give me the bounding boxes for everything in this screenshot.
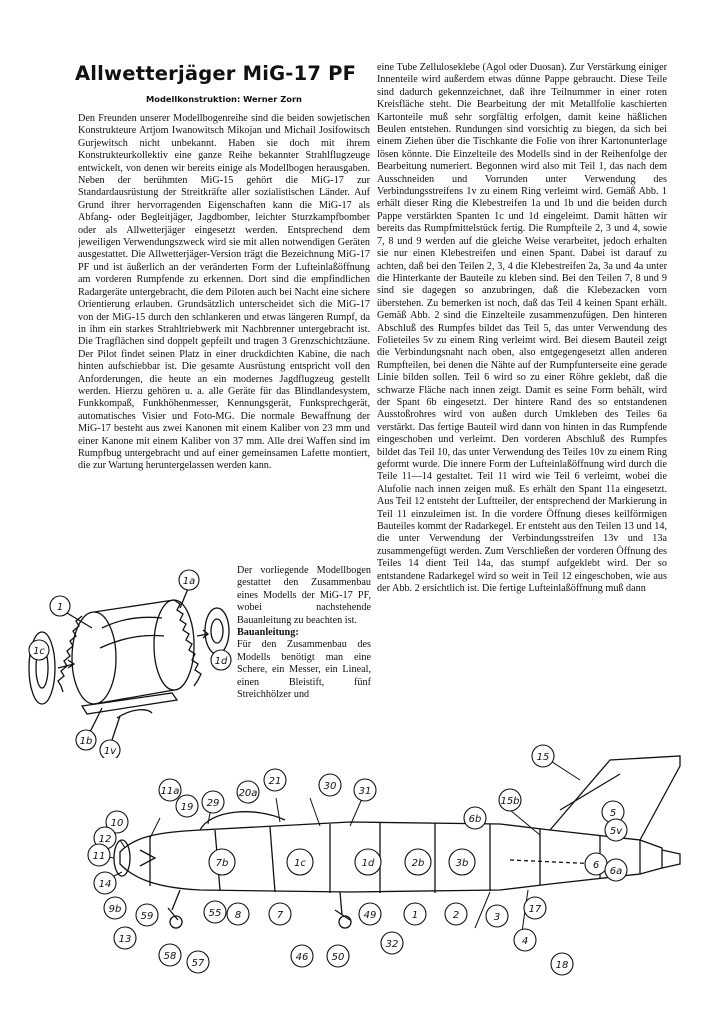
figure2-label: 58 xyxy=(163,951,177,962)
figure2-label: 1 xyxy=(411,910,419,921)
figure2-label: 11a xyxy=(160,786,180,797)
figure2-label: 10 xyxy=(110,818,124,829)
figure2-label: 12 xyxy=(98,834,112,845)
text-column-narrow xyxy=(237,565,371,760)
figure2-label: 50 xyxy=(331,952,345,963)
figure2-label: 46 xyxy=(295,952,309,963)
figure1-label: 1a xyxy=(182,576,196,587)
figure2-label: 57 xyxy=(191,958,205,969)
figure2-label: 8 xyxy=(234,910,242,921)
article-title: Allwetterjäger MiG-17 PF xyxy=(75,62,357,85)
figure2-label: 4 xyxy=(521,936,529,947)
assembly-instructions: eine Tube Zelluloseklebe (Agol oder Duosan). Zur Verstärkung einiger Innenteile wird außerdem etwas dünne Pappe gebraucht. Diese Teile sind dadurch gekennzeichnet, daß ihre Teilnummer in einer roten Kreisfläche steht. Die Bearbeitung der mit Metallfolie kaschierten Kartonteile muß sehr sorgfältig erfolgen, damit keine häßlichen Beulen entstehen. Rundungen sind vorsichtig zu biegen, da sich bei einem Ziehen über die Tischkante die Folie von ihrer Kartonunterlage lösen könnte. Die Einzelteile des Modells sind in der Reihenfolge der Bearbeitung numeriert. Begonnen wird also mit Teil 1, das nach dem Ausschneiden und Vorrunden unter Verwendung des Verbindungsstreifens 1v zu einem Ring verleimt wird. Gemäß Abb. 1 erhält dieser Ring die Klebestreifen 1a und 1b und die beiden durch Pappe verstärkten Spanten 1c und 1d eingeleimt. Damit hätten wir bereits das Rumpfmittelstück fertig. Die Rumpfteile 2, 3 und 4, sowie 7, 8 und 9 werden auf die gleiche Weise verarbeitet, jedoch erhalten sie nur einen Klebestreifen und einen Spant. Dabei ist darauf zu achten, daß bei den Teilen 2, 3, 4 die Klebestreifen 2a, 3a und 4a unter die Hinterkante der Bauteile zu kleben sind. Bei den Teilen 7, 8 und 9 sind sie dagegen so anzubringen, daß die Klebezacken vorn überstehen. Zu bemerken ist noch, daß das Teil 4 keinen Spant erhält. Gemäß Abb. 2 sind die Einzelteile zusammenzufügen. Den hinteren Abschluß des Rumpfes bildet das Teil 5, das unter Verwendung des Folieteiles 5v zu einem Ring verleimt wird. Bei diesem Bauteil zeigt die Verbindungsnaht nach oben, also entgegengesetzt allen anderen Rumpfteilen, bei denen die Nähte auf der Rumpfunterseite eine gerade Linie bilden sollen. Teil 6 wird so zu einer Röhre geklebt, daß die schwarze Fläche nach innen zeigt. Damit es seine Form behält, wird der Spant 6b eingesetzt. Der hintere Rand des so entstandenen Ausstoßrohres wird von außen durch Umkleben des Teiles 6a verstärkt. Das fertige Bauteil wird dann von hinten in das Rumpfende eingeschoben und verleimt. Den vorderen Abschluß des Rumpfes bildet das Teil 10, das unter Verwendung des Teiles 10v zu einem Ring geformt wurde. Die innere Form der Lufteinlaßöffnung wird durch die Teile 11—14 gestaltet. Teil 11 wird wie Teil 6 verleimt, wobei die Alufolie nach innen zeigen muß. Es erhält den Spant 11a eingesetzt. Aus Teil 12 entsteht der Luftteiler, der entsprechend der Markierung in Teil 11 einzuleimen ist. In die vordere Öffnung dieses keilförmigen Bauteiles kommt der Radarkegel. Er entsteht aus den Teilen 13 und 14, die unter Verwendung der Verbindungsstreifen 13v und 13a zusammengefügt werden. Zum Verschließen der vorderen Öffnung des Teiles 14 dient Teil 14a, das stumpf aufgeklebt wird. Der so entstandene Radarkegel wird so weit in Teil 12 eingeschoben, wie aus der Abb. 2 ersichtlich ist. Die fertige Lufteinlaßöffnung muß dann xyxy=(377,62,667,595)
figure1-label: 1c xyxy=(33,646,45,657)
figure2-label: 2 xyxy=(452,910,460,921)
figure2-label: 31 xyxy=(358,786,372,797)
figure2-label: 6a xyxy=(609,866,623,877)
figure2-label: 7b xyxy=(215,858,229,869)
figure2-label: 19 xyxy=(180,802,194,813)
figure1-label: 1v xyxy=(103,746,117,757)
figure2-label: 49 xyxy=(363,910,377,921)
figure-fuselage-ring xyxy=(22,568,242,758)
figure2-label: 30 xyxy=(323,781,337,792)
figure2-label: 3 xyxy=(493,912,501,923)
text-column-left xyxy=(78,113,370,568)
intro-text: Den Freunden unserer Modellbogenreihe sind die beiden sowjetischen Konstrukteure Artjom Iwanowitsch Mikojan und Michail Josifowitsch Gurjewitsch nicht unbekannt. Haben sie doch mit ihrem Konstrukteurkollektiv eine ganze Reihe bekannter Strahlflugzeuge entwickelt, von denen wir bereits einige als Modellbogen herausgaben. Neben der berühmten MiG-15 gehört die MiG-17 zur Standardausrüstung der Streitkräfte aller sozialistischen Länder. Auf Grund ihrer hervorragenden Eigenschaften kann die MiG-17 als Abfang- oder Begleitjäger, Jagdbomber, leichter Sturzkampfbomber oder als Allwetterjäger eingesetzt werden. Entsprechend dem jeweiligen Verwendungszweck wird sie mit allen notwendigen Geräten ausgestattet. Die Allwetterjäger-Version trägt die Bezeichnung MiG-17 PF und ist äußerlich an der veränderten Form der Lufteinlaßöffnung am vorderen Rumpfende zu erkennen. Dort sind die empfindlichen Radargeräte untergebracht, die dem Piloten auch bei Nacht eine sichere Orientierung erlauben. Grundsätzlich unterscheidet sich die MiG-17 von der MiG-15 durch den schlankeren und etwas längeren Rumpf, da in ihm ein starkes Strahltriebwerk mit Nachbrenner untergebracht ist. Die Tragflächen sind doppelt gepfeilt und tragen 3 Grenzschichtzäune. Der Pilot findet seinen Platz in einer druckdichten Kabine, die nach hinten aufschiebbar ist. Die gesamte Ausrüstung entspricht voll den Anforderungen, die heute an ein modernes Jagdflugzeug gestellt werden. Hierzu gehören u. a. alle Geräte für das Blindlandesystem, Funkkompaß, Funkhöhenmesser, Kennungsgerät, Funksprechgerät, automatisches Visier und Foto-MG. Die normale Bewaffnung der MiG-17 besteht aus zwei Kanonen mit einem Kaliber von 23 mm und einer Kanone mit einem Kaliber von 37 mm. Alle drei Waffen sind im Rumpfbug untergebracht und auf einer gemeinsamen Lafette montiert, die zur Wartung heruntergelassen werden kann. xyxy=(78,113,370,472)
article-subtitle: Modellkonstruktion: Werner Zorn xyxy=(146,94,302,104)
figure2-label: 7 xyxy=(276,910,284,921)
figure2-label: 11 xyxy=(92,851,106,862)
figure2-label: 21 xyxy=(268,776,282,787)
figure2-label: 13 xyxy=(118,934,132,945)
figure2-label: 2b xyxy=(411,858,425,869)
figure1-label: 1b xyxy=(79,736,93,747)
figure2-label: 9b xyxy=(108,904,122,915)
figure2-label: 14 xyxy=(98,879,112,890)
figure2-label: 29 xyxy=(206,798,220,809)
figure2-label: 18 xyxy=(555,960,569,971)
figure2-label: 17 xyxy=(528,904,542,915)
figure2-label: 20a xyxy=(238,788,258,799)
figure2-label: 15 xyxy=(536,752,550,763)
figure2-label: 5 xyxy=(609,808,617,819)
figure2-label: 59 xyxy=(140,911,154,922)
assembly-intro: Der vorliegende Modellbogen gestattet den Zusammenbau eines Modells der MiG-17 PF, wobei nachstehende Bauanleitung zu beachten ist. xyxy=(237,565,371,626)
assembly-tools: Für den Zusammenbau des Modells benötigt man eine Schere, ein Messer, ein Lineal, einen Bleistift, fünf Streichhölzer und xyxy=(237,639,371,701)
figure2-label: 3b xyxy=(455,858,469,869)
figure2-label: 15b xyxy=(500,796,520,807)
figure2-label: 6b xyxy=(468,814,482,825)
assembly-heading: Bauanleitung: xyxy=(237,627,299,639)
figure2-label: 55 xyxy=(208,908,222,919)
figure1-label: 1 xyxy=(56,602,64,613)
figure2-label: 1c xyxy=(294,858,306,869)
figure2-label: 32 xyxy=(385,939,399,950)
figure-fuselage-side-view xyxy=(80,740,720,980)
figure2-label: 6 xyxy=(592,860,600,871)
figure2-label: 5v xyxy=(609,826,623,837)
figure1-label: 1d xyxy=(214,656,228,667)
figure2-label: 1d xyxy=(361,858,375,869)
text-column-right xyxy=(377,62,667,752)
